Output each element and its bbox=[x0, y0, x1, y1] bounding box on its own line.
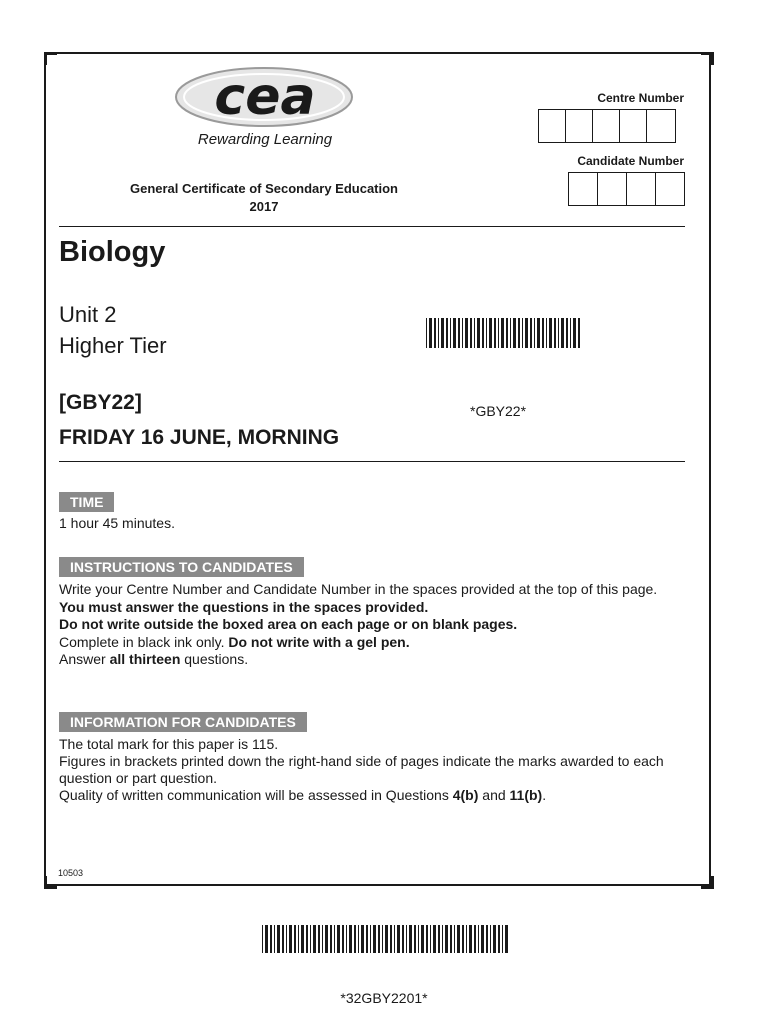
barcode-bar bbox=[262, 925, 263, 953]
barcode-bar bbox=[469, 925, 472, 953]
barcode-bar bbox=[457, 925, 460, 953]
cea-logo bbox=[172, 64, 358, 130]
barcode-bar bbox=[270, 925, 272, 953]
barcode-bar bbox=[506, 318, 508, 348]
divider-middle bbox=[59, 461, 685, 462]
barcode-bar bbox=[409, 925, 412, 953]
barcode-bar bbox=[478, 925, 479, 953]
barcode-bar bbox=[549, 318, 552, 348]
candidate-number-box[interactable] bbox=[568, 172, 598, 206]
instruction-line: Do not write outside the boxed area on each page or on blank pages. bbox=[59, 616, 518, 632]
barcode-bar bbox=[342, 925, 344, 953]
barcode-bar bbox=[486, 925, 488, 953]
exam-date: FRIDAY 16 JUNE, MORNING bbox=[59, 426, 340, 449]
qualification-title: General Certificate of Secondary Education bbox=[129, 181, 399, 196]
instruction-text: questions. bbox=[180, 651, 249, 667]
instruction-text-bold: Do not write with a gel pen. bbox=[228, 634, 410, 650]
barcode-bar bbox=[489, 318, 492, 348]
barcode-bar bbox=[354, 925, 356, 953]
barcode-bar bbox=[325, 925, 328, 953]
barcode-bar bbox=[554, 318, 556, 348]
barcode-bar bbox=[378, 925, 380, 953]
barcode-bar bbox=[429, 318, 432, 348]
tier-label: Higher Tier bbox=[59, 333, 167, 358]
barcode-bar bbox=[558, 318, 559, 348]
candidate-number-box[interactable] bbox=[597, 172, 627, 206]
barcode-bar bbox=[462, 925, 464, 953]
centre-number-label: Centre Number bbox=[597, 91, 684, 105]
barcode-bar bbox=[421, 925, 424, 953]
barcode-bar bbox=[525, 318, 528, 348]
logo-text: cea bbox=[214, 67, 316, 127]
barcode-bar bbox=[502, 925, 503, 953]
barcode-bar bbox=[426, 318, 427, 348]
barcode-bar bbox=[349, 925, 352, 953]
barcode-top-text: *GBY22* bbox=[470, 403, 527, 419]
frame-corner-top-right bbox=[701, 52, 714, 65]
centre-number-box[interactable] bbox=[538, 109, 566, 143]
information-text: . bbox=[542, 787, 547, 803]
information-text: and bbox=[478, 787, 510, 803]
barcode-bar bbox=[402, 925, 404, 953]
barcode-bar bbox=[426, 925, 428, 953]
paper-code: [GBY22] bbox=[59, 391, 142, 414]
barcode-bar bbox=[494, 318, 496, 348]
paper-reference: 10503 bbox=[58, 868, 84, 878]
barcode-bar bbox=[373, 925, 376, 953]
barcode-bar bbox=[537, 318, 540, 348]
barcode-bar bbox=[337, 925, 340, 953]
barcode-bar bbox=[486, 318, 487, 348]
time-heading: TIME bbox=[59, 492, 114, 512]
centre-number-box[interactable] bbox=[592, 109, 620, 143]
barcode-bar bbox=[370, 925, 371, 953]
barcode-bar bbox=[334, 925, 335, 953]
barcode-bar bbox=[366, 925, 368, 953]
centre-number-box[interactable] bbox=[646, 109, 676, 143]
qualification bbox=[90, 180, 438, 216]
barcode-bar bbox=[397, 925, 400, 953]
barcode-bar bbox=[450, 925, 452, 953]
barcode-bar bbox=[490, 925, 491, 953]
barcode-bar bbox=[442, 925, 443, 953]
instructions-heading: INSTRUCTIONS TO CANDIDATES bbox=[59, 557, 304, 577]
barcode-bar bbox=[501, 318, 504, 348]
barcode-bar bbox=[518, 318, 520, 348]
barcode-bar bbox=[513, 318, 516, 348]
barcode-bar bbox=[481, 925, 484, 953]
information-text-bold: 11(b) bbox=[509, 787, 543, 803]
barcode-bar bbox=[310, 925, 311, 953]
barcode-bottom-text: *32GBY2201* bbox=[340, 990, 428, 1006]
barcode-bar bbox=[282, 925, 284, 953]
centre-number-box[interactable] bbox=[619, 109, 647, 143]
barcode-bar bbox=[438, 318, 439, 348]
barcode-bar bbox=[306, 925, 308, 953]
barcode-bar bbox=[418, 925, 419, 953]
barcode-bar bbox=[462, 318, 463, 348]
instruction-text: Complete in black ink only. bbox=[59, 634, 229, 650]
barcode-bar bbox=[522, 318, 523, 348]
barcode-bar bbox=[298, 925, 299, 953]
instruction-text: Answer bbox=[59, 651, 110, 667]
barcode-bar bbox=[301, 925, 304, 953]
barcode-bar bbox=[438, 925, 440, 953]
information-text-bold: 4(b) bbox=[452, 787, 479, 803]
barcode-bar bbox=[450, 318, 451, 348]
barcode-bar bbox=[498, 925, 500, 953]
barcode-bar bbox=[578, 318, 580, 348]
barcode-bar bbox=[382, 925, 383, 953]
barcode-bar bbox=[445, 925, 448, 953]
barcode-bottom bbox=[262, 925, 508, 953]
barcode-bar bbox=[530, 318, 532, 348]
candidate-number-label: Candidate Number bbox=[577, 154, 684, 168]
barcode-bar bbox=[441, 318, 444, 348]
barcode-bar bbox=[477, 318, 480, 348]
barcode-bar bbox=[330, 925, 332, 953]
barcode-bar bbox=[470, 318, 472, 348]
barcode-bar bbox=[294, 925, 296, 953]
barcode-bar bbox=[430, 925, 431, 953]
barcode-bar bbox=[566, 318, 568, 348]
frame-corner-bottom-left bbox=[44, 876, 57, 889]
instruction-line bbox=[59, 651, 659, 668]
barcode-bar bbox=[573, 318, 576, 348]
barcode-bar bbox=[570, 318, 571, 348]
centre-number-box[interactable] bbox=[565, 109, 593, 143]
unit-label: Unit 2 bbox=[59, 302, 117, 327]
barcode-bar bbox=[346, 925, 347, 953]
centre-number-boxes[interactable] bbox=[538, 109, 676, 143]
barcode-top bbox=[426, 318, 582, 348]
information-heading: INFORMATION FOR CANDIDATES bbox=[59, 712, 307, 732]
candidate-number-box[interactable] bbox=[655, 172, 685, 206]
candidate-number-box[interactable] bbox=[626, 172, 656, 206]
instruction-text-bold: all thirteen bbox=[109, 651, 181, 667]
barcode-bar bbox=[394, 925, 395, 953]
barcode-bar bbox=[446, 318, 448, 348]
barcode-bar bbox=[458, 318, 460, 348]
barcode-bar bbox=[434, 318, 436, 348]
time-value: 1 hour 45 minutes. bbox=[59, 515, 175, 531]
barcode-bar bbox=[498, 318, 499, 348]
barcode-bar bbox=[385, 925, 388, 953]
instructions-body bbox=[59, 581, 659, 668]
barcode-bar bbox=[454, 925, 455, 953]
qualification-year: 2017 bbox=[249, 199, 279, 214]
subject-title: Biology bbox=[59, 236, 166, 268]
candidate-number-boxes[interactable] bbox=[568, 172, 685, 206]
information-body bbox=[59, 736, 699, 804]
instruction-line: Write your Centre Number and Candidate Number in the spaces provided at the top of this page. bbox=[59, 581, 658, 597]
barcode-bar bbox=[465, 318, 468, 348]
frame-corner-top-left bbox=[44, 52, 57, 65]
barcode-bar bbox=[466, 925, 467, 953]
divider-top bbox=[59, 226, 685, 227]
frame-corner-bottom-right bbox=[701, 876, 714, 889]
barcode-bar bbox=[546, 318, 547, 348]
barcode-bar bbox=[286, 925, 287, 953]
barcode-bar bbox=[289, 925, 292, 953]
barcode-bar bbox=[414, 925, 416, 953]
barcode-bar bbox=[322, 925, 323, 953]
information-text: Quality of written communication will be assessed in Questions bbox=[59, 787, 453, 803]
barcode-bar bbox=[534, 318, 535, 348]
information-line bbox=[59, 787, 699, 804]
barcode-bar bbox=[358, 925, 359, 953]
barcode-bar bbox=[493, 925, 496, 953]
barcode-bar bbox=[265, 925, 268, 953]
logo-tagline: Rewarding Learning bbox=[197, 131, 333, 148]
information-line: The total mark for this paper is 115. bbox=[59, 736, 279, 752]
barcode-bar bbox=[474, 318, 475, 348]
barcode-bar bbox=[361, 925, 364, 953]
instruction-line: You must answer the questions in the spaces provided. bbox=[59, 599, 429, 615]
barcode-bar bbox=[313, 925, 316, 953]
barcode-bar bbox=[510, 318, 511, 348]
barcode-bar bbox=[474, 925, 476, 953]
barcode-bar bbox=[274, 925, 275, 953]
instruction-line bbox=[59, 634, 659, 651]
barcode-bar bbox=[561, 318, 564, 348]
barcode-bar bbox=[542, 318, 544, 348]
information-line: Figures in brackets printed down the right-hand side of pages indicate the marks awarded to each question or part question. bbox=[59, 753, 664, 786]
barcode-bar bbox=[277, 925, 280, 953]
barcode-bar bbox=[406, 925, 407, 953]
barcode-bar bbox=[318, 925, 320, 953]
barcode-bar bbox=[482, 318, 484, 348]
barcode-bar bbox=[433, 925, 436, 953]
barcode-bar bbox=[453, 318, 456, 348]
barcode-bar bbox=[390, 925, 392, 953]
barcode-bar bbox=[505, 925, 508, 953]
